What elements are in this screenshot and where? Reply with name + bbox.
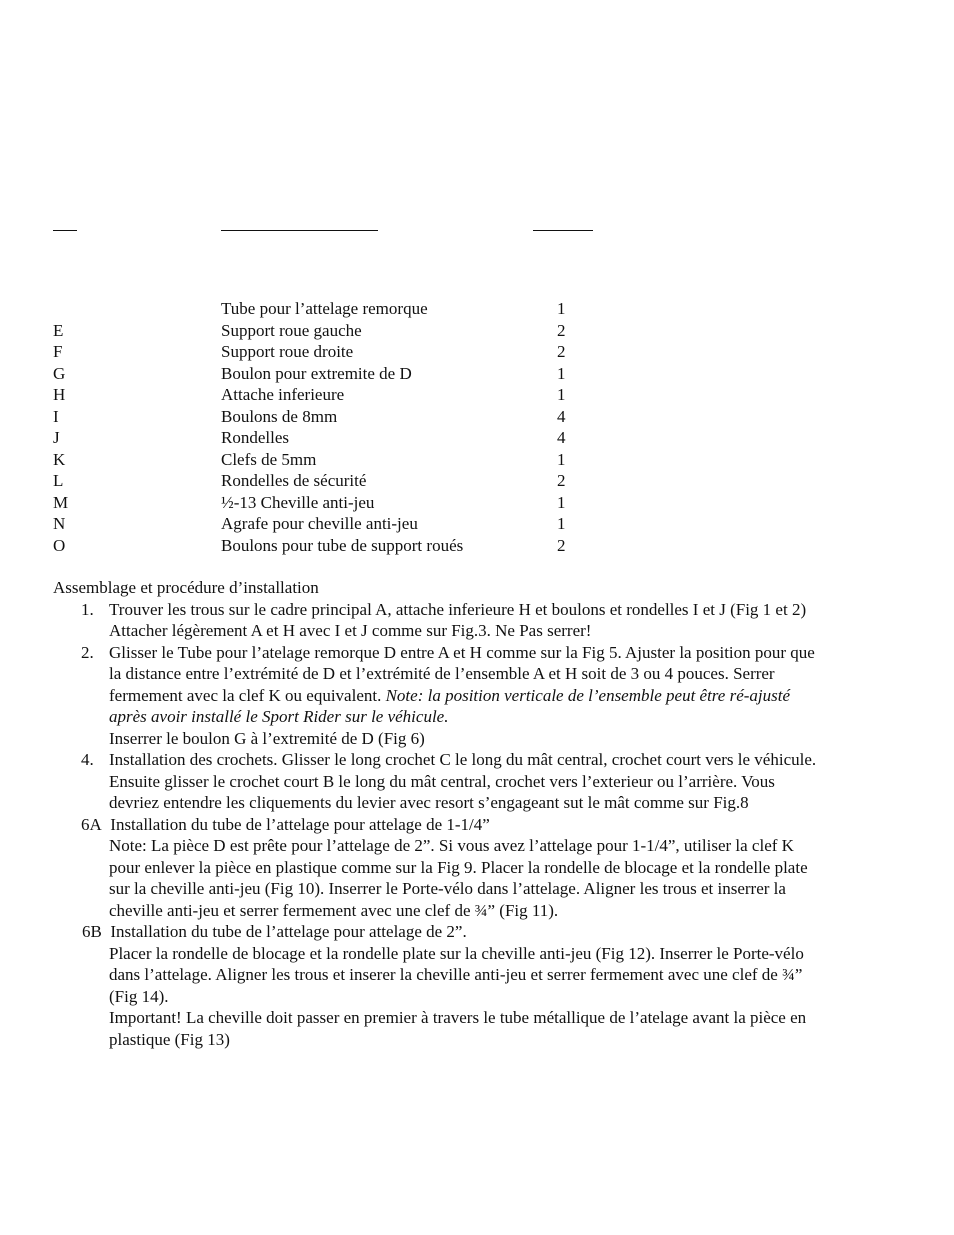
step-number: 6B — [82, 922, 102, 941]
step-text: sur la cheville anti-jeu (Fig 10). Inserrer le Porte-vélo dans l’attelage. Aligner les trous et inserrer la — [109, 879, 786, 898]
step-1 — [53, 599, 903, 642]
step-text: Important! La cheville doit passer en premier à travers le tube métallique de l’atelage avant la pièce en — [109, 1008, 807, 1027]
parts-row — [0, 320, 954, 342]
parts-row — [0, 449, 954, 471]
step-text: pour enlever la pièce en plastique comme sur la Fig 9. Placer la rondelle de blocage et la rondelle plate — [109, 857, 808, 877]
part-code: F — [53, 342, 63, 361]
parts-row — [0, 470, 954, 492]
parts-row — [0, 384, 954, 406]
part-quantity: 1 — [557, 385, 566, 404]
part-code: H — [53, 385, 66, 404]
part-quantity: 4 — [557, 428, 566, 447]
part-code: K — [53, 449, 66, 469]
parts-row — [0, 406, 954, 428]
step-text: cheville anti-jeu et serrer fermement avec une clef de ¾” (Fig 11). — [109, 900, 559, 920]
step-text: plastique (Fig 13) — [109, 1029, 230, 1049]
parts-row — [0, 341, 954, 363]
step-text: fermement avec la clef K ou equivalent. — [109, 685, 386, 705]
step-text-mixed — [109, 685, 903, 707]
step-text: la distance entre l’extrémité de D et l’extrémité de l’ensemble A et H soit de 3 ou 4 pouces. Serrer — [109, 664, 775, 683]
step-6b — [53, 921, 903, 1050]
part-quantity: 2 — [557, 342, 566, 361]
part-description: Support roue droite — [221, 342, 354, 361]
step-4 — [53, 749, 903, 814]
part-code: O — [53, 535, 66, 555]
step-6a — [53, 814, 903, 922]
part-code: E — [53, 320, 64, 340]
part-description: Rondelles — [221, 428, 289, 447]
assembly-instructions — [53, 577, 903, 1050]
part-code: L — [53, 471, 64, 490]
step-heading — [82, 921, 903, 943]
part-description: Boulon pour extremite de D — [221, 363, 412, 383]
parts-row — [0, 513, 954, 535]
step-number: 6A — [81, 814, 102, 834]
part-description: Clefs de 5mm — [221, 449, 317, 469]
part-description: Tube pour l’attelage remorque — [221, 299, 428, 318]
step-number: 2. — [81, 642, 94, 662]
step-text: Attacher légèrement A et H avec I et J comme sur Fig.3. Ne Pas serrer! — [109, 621, 592, 640]
part-description: Attache inferieure — [221, 385, 345, 404]
step-text: Inserrer le boulon G à l’extremité de D (Fig 6) — [109, 728, 425, 748]
step-text: dans l’attelage. Aligner les trous et inserer la cheville anti-jeu et serrer fermement avec une clef de ¾” — [109, 965, 803, 984]
part-quantity: 1 — [557, 299, 566, 318]
step-text: devriez entendre les cliquements du levier avec resort s’engageant sut le mât comme sur Fig.8 — [109, 793, 749, 812]
part-quantity: 2 — [557, 320, 566, 340]
part-code: G — [53, 363, 66, 383]
part-code: M — [53, 492, 69, 512]
part-description: Support roue gauche — [221, 320, 362, 340]
column-rule-quantity — [533, 230, 593, 231]
part-quantity: 1 — [557, 514, 566, 533]
step-text: Installation des crochets. Glisser le long crochet C le long du mât central, crochet court vers le véhicule. — [109, 750, 817, 769]
parts-row — [0, 492, 954, 514]
part-code: N — [53, 514, 66, 533]
step-note: Note: la position verticale de l’ensemble peut être ré-ajusté — [385, 685, 791, 705]
parts-row — [0, 298, 954, 320]
parts-list — [0, 298, 954, 556]
part-quantity: 2 — [557, 471, 566, 490]
assembly-heading: Assemblage et procédure d’installation — [53, 578, 319, 597]
column-rule-description — [221, 230, 378, 231]
part-description: Boulons pour tube de support roués — [221, 535, 464, 555]
step-text: Note: La pièce D est prête pour l’attelage de 2”. Si vous avez l’attelage pour 1-1/4”, utiliser la clef K — [109, 836, 794, 855]
part-quantity: 2 — [557, 535, 566, 555]
part-code: J — [53, 428, 60, 447]
part-quantity: 1 — [557, 449, 566, 469]
step-text: Glisser le Tube pour l’atelage remorque D entre A et H comme sur la Fig 5. Ajuster la position pour que — [109, 642, 815, 662]
part-quantity: 4 — [557, 406, 566, 426]
step-number: 1. — [81, 599, 94, 619]
step-number: 4. — [81, 750, 94, 769]
step-text: Ensuite glisser le crochet court B le long du mât central, crochet vers l’exterieur ou l’arrière. Vous — [109, 771, 775, 791]
part-code: I — [53, 406, 59, 426]
step-text: (Fig 14). — [109, 986, 169, 1006]
step-note: après avoir installé le Sport Rider sur le véhicule. — [109, 707, 449, 726]
part-description: Boulons de 8mm — [221, 406, 338, 426]
step-text: Placer la rondelle de blocage et la rondelle plate sur la cheville anti-jeu (Fig 12). Inserrer le Porte-vélo — [109, 943, 804, 963]
part-description: ½-13 Cheville anti-jeu — [221, 492, 375, 512]
parts-row — [0, 363, 954, 385]
parts-row — [0, 427, 954, 449]
parts-row — [0, 535, 954, 557]
step-2 — [53, 642, 903, 750]
part-quantity: 1 — [557, 363, 566, 383]
part-description: Rondelles de sécurité — [221, 471, 367, 490]
column-rule-code — [53, 230, 77, 231]
step-text: Trouver les trous sur le cadre principal A, attache inferieure H et boulons et rondelles I et J (Fig 1 et 2) — [109, 599, 807, 619]
step-title: Installation du tube de l’attelage pour attelage de 1-1/4” — [110, 814, 490, 834]
part-quantity: 1 — [557, 492, 566, 512]
step-title: Installation du tube de l’attelage pour attelage de 2”. — [110, 922, 467, 941]
part-description: Agrafe pour cheville anti-jeu — [221, 514, 418, 533]
step-heading — [81, 814, 903, 836]
